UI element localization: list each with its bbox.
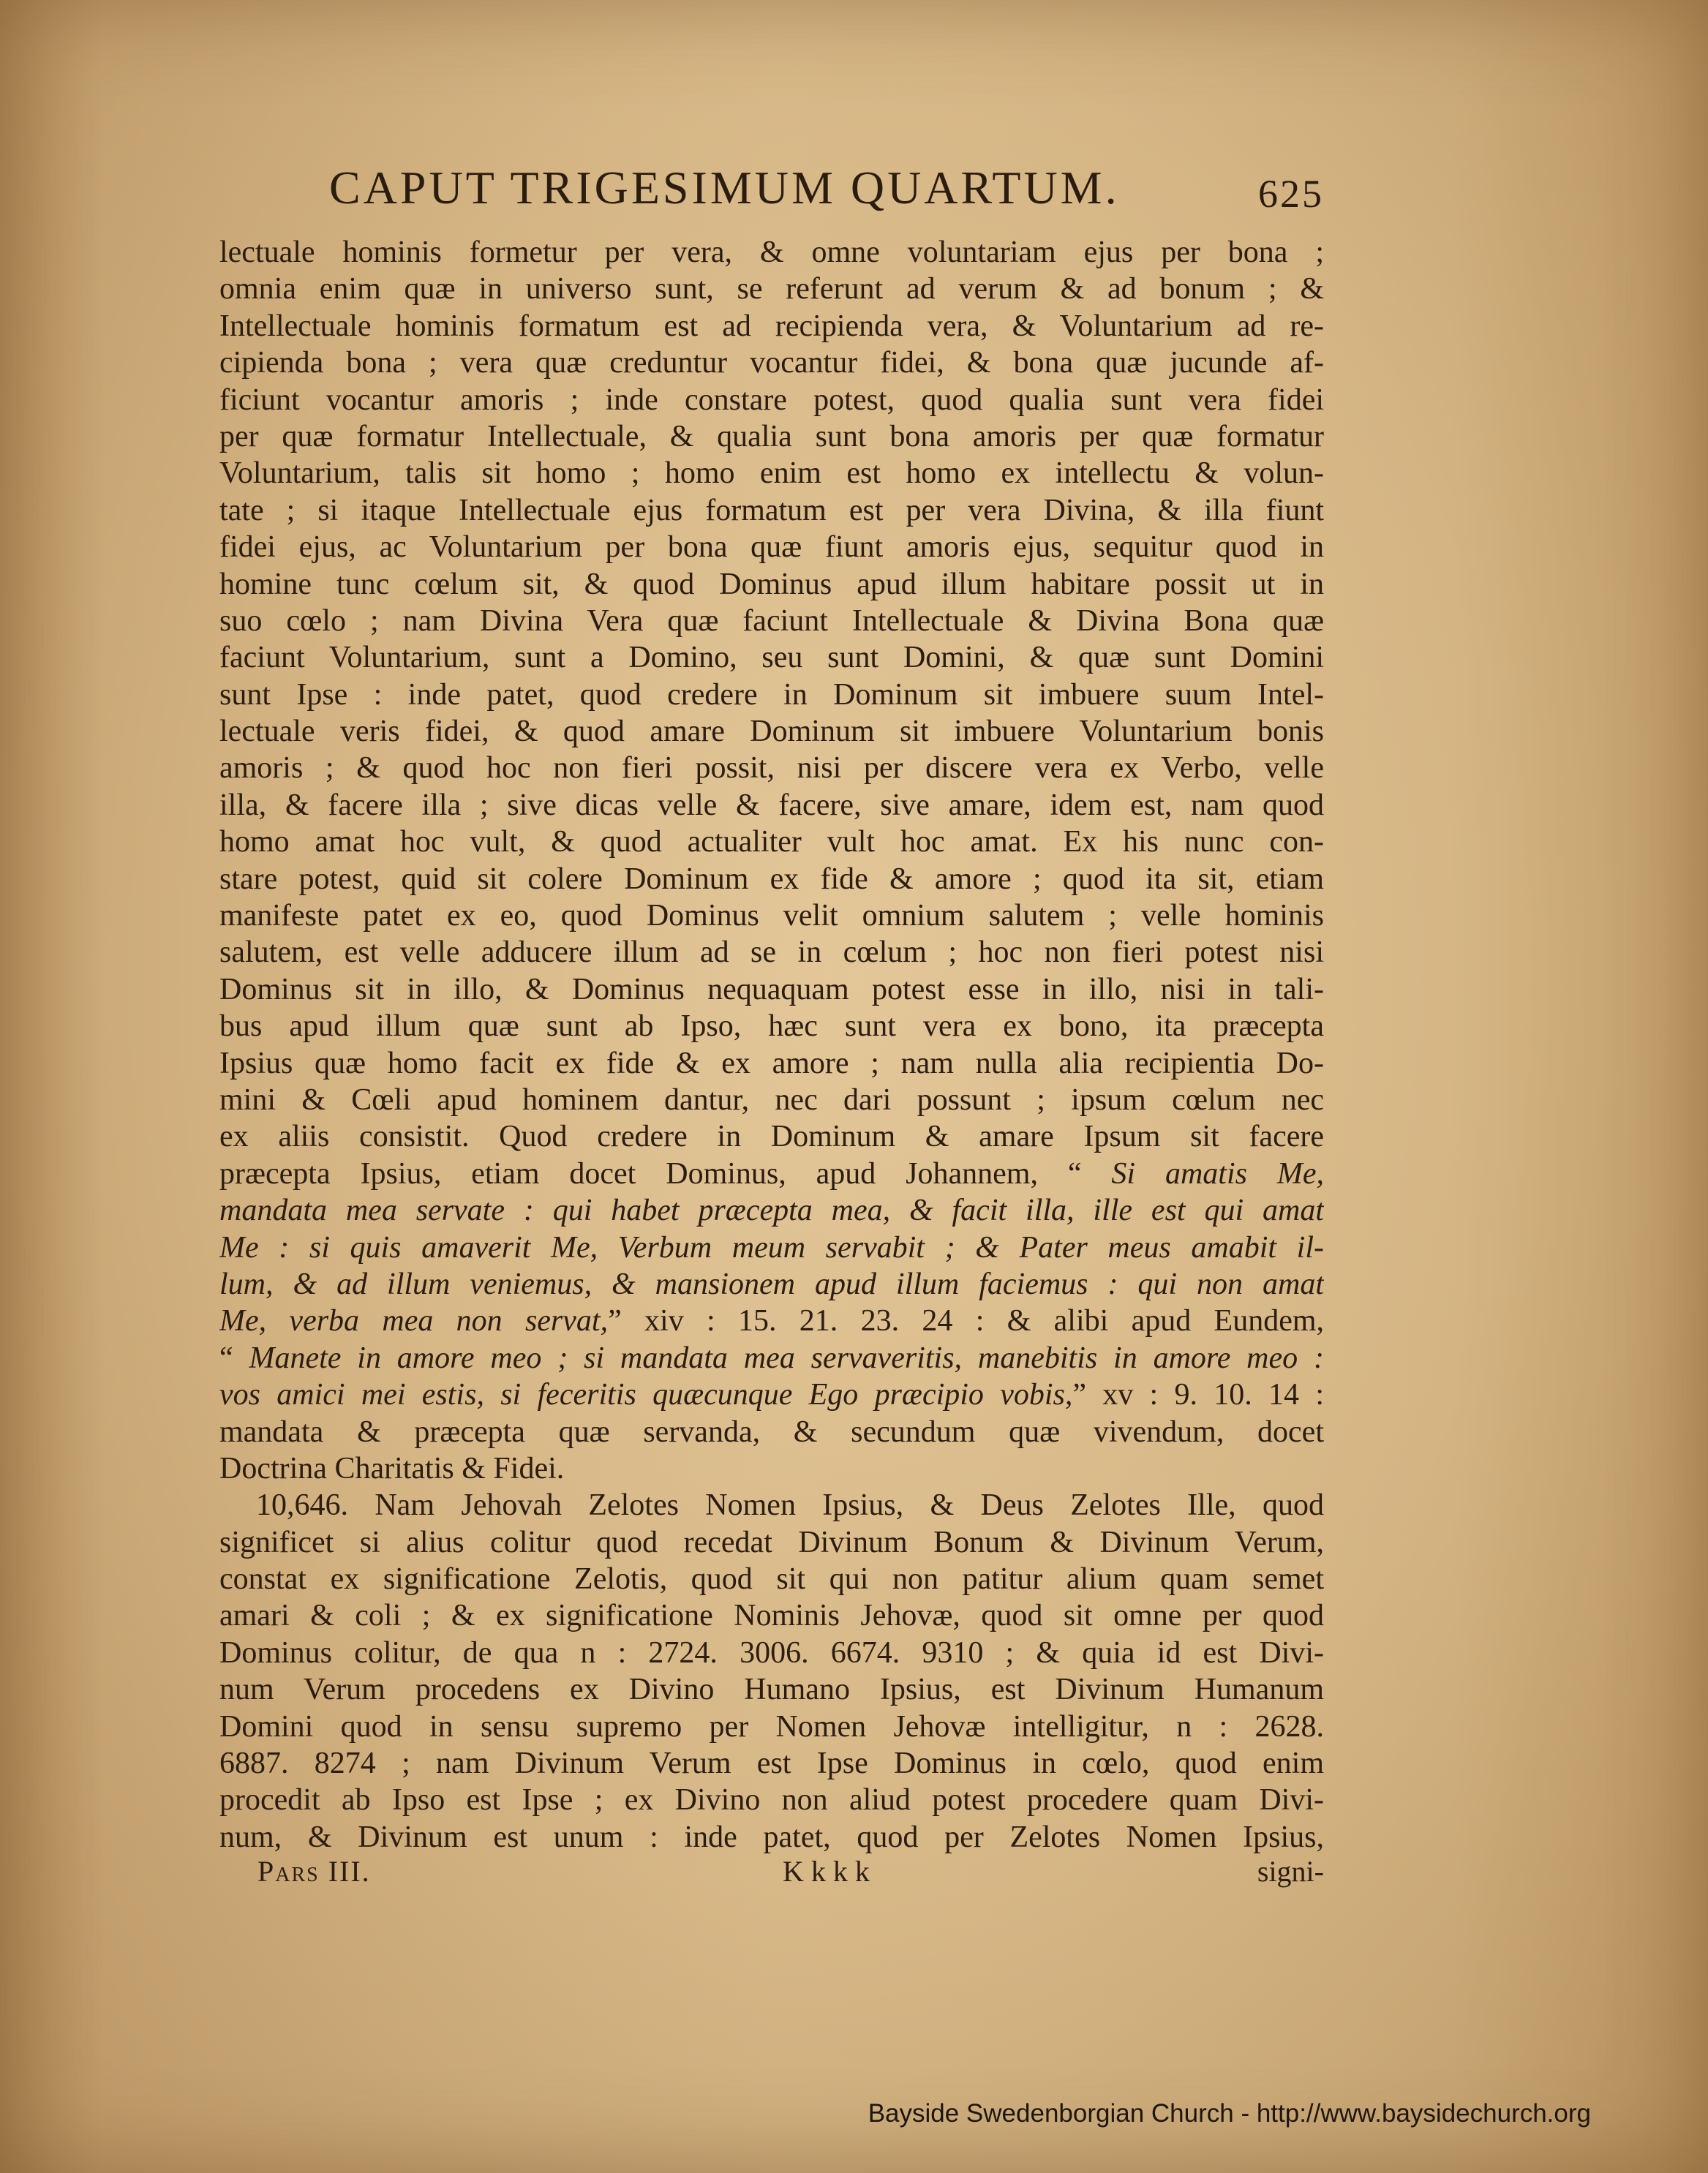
line-text: Ipsius quæ homo facit ex fide & ex amore ; nam nulla alia recipientia Do- <box>219 1046 1324 1080</box>
text-line <box>219 382 1324 418</box>
line-text: mandata & præcepta quæ servanda, & secundum quæ vivendum, docet <box>219 1415 1324 1449</box>
text-line <box>219 1377 1324 1413</box>
line-italic-text: Manete in amore meo ; si mandata mea servaveritis, manebitis in amore meo : <box>249 1341 1324 1375</box>
text-line <box>219 1303 1324 1339</box>
line-text: 10,646. Nam Jehovah Zelotes Nomen Ipsius, & Deus Zelotes Ille, quod <box>256 1488 1324 1523</box>
text-line <box>219 639 1324 676</box>
line-text: amari & coli ; & ex significatione Nominis Jehovæ, quod sit omne per quod <box>219 1599 1324 1633</box>
text-line <box>219 1745 1324 1782</box>
line-text: procedit ab Ipso est Ipse ; ex Divino non aliud potest procedere quam Divi- <box>219 1783 1324 1818</box>
text-line <box>219 1709 1324 1745</box>
line-text: Dominus colitur, de qua n : 2724. 3006. 6674. 9310 ; & quia id est Divi- <box>219 1635 1324 1670</box>
text-line <box>219 787 1324 824</box>
text-line <box>219 492 1324 529</box>
text-line <box>219 1671 1324 1708</box>
source-watermark: Bayside Swedenborgian Church - http://www.baysidechurch.org <box>868 2099 1591 2128</box>
body-text <box>219 234 1324 1856</box>
line-text: num Verum procedens ex Divino Humano Ipsius, est Divinum Humanum <box>219 1673 1324 1707</box>
line-text: salutem, est velle adducere illum ad se in cœlum ; hoc non fieri potest nisi <box>219 935 1324 970</box>
text-line <box>219 566 1324 603</box>
line-text: stare potest, quid sit colere Dominum ex fide & amore ; quod ita sit, etiam <box>219 862 1324 896</box>
text-line <box>219 1819 1324 1856</box>
line-text: suo cœlo ; nam Divina Vera quæ faciunt Intellectuale & Divina Bona quæ <box>219 603 1324 638</box>
line-text: faciunt Voluntarium, sunt a Domino, seu sunt Domini, & quæ sunt Domini <box>219 641 1324 675</box>
line-text: tate ; si itaque Intellectuale ejus formatum est per vera Divina, & illa fiunt <box>219 493 1324 527</box>
line-text-after: ” xv : 9. 10. 14 : <box>1072 1378 1324 1412</box>
text-line <box>219 897 1324 934</box>
printer-signature: Kkkk <box>783 1855 877 1888</box>
text-line <box>219 1266 1324 1303</box>
line-text: lectuale veris fidei, & quod amare Dominum sit imbuere Voluntarium bonis <box>219 715 1324 749</box>
line-text: Domini quod in sensu supremo per Nomen Jehovæ intelligitur, n : 2628. <box>219 1709 1324 1744</box>
text-line <box>219 418 1324 455</box>
text-line <box>219 344 1324 381</box>
line-italic-text: lum, & ad illum veniemus, & mansionem apud illum faciemus : qui non amat <box>219 1267 1324 1301</box>
text-line <box>219 1561 1324 1597</box>
line-text: constat ex significatione Zelotis, quod sit qui non patitur alium quam semet <box>219 1562 1324 1597</box>
text-line <box>219 1156 1324 1192</box>
text-line <box>219 1118 1324 1155</box>
line-text: significet si alius colitur quod recedat Divinum Bonum & Divinum Verum, <box>219 1525 1324 1559</box>
text-line <box>219 677 1324 713</box>
text-line <box>219 1782 1324 1818</box>
line-italic-text: vos amici mei estis, si feceritis quæcunque Ego præcipio vobis, <box>219 1378 1073 1412</box>
text-line <box>219 1635 1324 1671</box>
volume-part: Pars III. <box>257 1855 371 1888</box>
line-italic-text: Me : si quis amaverit Me, Verbum meum servabit ; & Pater meus amabit il- <box>219 1230 1324 1265</box>
line-italic-text: Si amatis Me, <box>1111 1156 1324 1191</box>
line-text: 6887. 8274 ; nam Divinum Verum est Ipse Dominus in cœlo, quod enim <box>219 1747 1324 1781</box>
text-line <box>219 1192 1324 1229</box>
catchword: signi- <box>1257 1855 1324 1888</box>
text-line <box>219 934 1324 971</box>
line-text: ficiunt vocantur amoris ; inde constare potest, quod qualia sunt vera fidei <box>219 383 1324 417</box>
line-text: homine tunc cœlum sit, & quod Dominus apud illum habitare possit ut in <box>219 567 1324 601</box>
line-text-after: ” xiv : 15. 21. 23. 24 : & alibi apud Eundem, <box>608 1304 1324 1338</box>
line-text: omnia enim quæ in universo sunt, se referunt ad verum & ad bonum ; & <box>219 272 1324 306</box>
line-text: per quæ formatur Intellectuale, & qualia sunt bona amoris per quæ formatur <box>219 419 1324 453</box>
chapter-title: CAPUT TRIGESIMUM QUARTUM. <box>329 162 1120 214</box>
text-line <box>219 971 1324 1008</box>
text-line <box>219 603 1324 639</box>
text-line <box>219 271 1324 307</box>
text-line <box>219 1082 1324 1118</box>
page-footer <box>219 1854 1324 1898</box>
text-line <box>219 1524 1324 1561</box>
text-line <box>219 1414 1324 1450</box>
text-line <box>219 861 1324 897</box>
line-text: illa, & facere illa ; sive dicas velle & facere, sive amare, idem est, nam quod <box>219 788 1324 822</box>
line-italic-text: Me, verba mea non servat, <box>219 1304 609 1338</box>
text-line <box>219 529 1324 565</box>
line-text: Intellectuale hominis formatum est ad recipienda vera, & Voluntarium ad re- <box>219 309 1324 343</box>
text-line <box>219 1008 1324 1044</box>
line-text: homo amat hoc vult, & quod actualiter vult hoc amat. Ex his nunc con- <box>219 825 1324 859</box>
running-head <box>307 152 1346 225</box>
text-line <box>219 1487 1324 1524</box>
line-text: cipienda bona ; vera quæ creduntur vocantur fidei, & bona quæ jucunde af- <box>219 346 1324 380</box>
text-line <box>219 234 1324 271</box>
text-line <box>219 455 1324 492</box>
line-text: mini & Cœli apud hominem dantur, nec dari possunt ; ipsum cœlum nec <box>219 1082 1324 1117</box>
line-text: “ <box>219 1341 249 1375</box>
line-text: sunt Ipse : inde patet, quod credere in Dominum sit imbuere suum Intel- <box>219 677 1324 712</box>
text-line <box>219 1229 1324 1266</box>
line-text: præcepta Ipsius, etiam docet Dominus, apud Johannem, “ <box>219 1156 1112 1191</box>
line-text: manifeste patet ex eo, quod Dominus velit omnium salutem ; velle hominis <box>219 899 1324 933</box>
line-text: num, & Divinum est unum : inde patet, quod per Zelotes Nomen Ipsius, <box>219 1820 1324 1854</box>
text-line <box>219 1340 1324 1377</box>
text-line <box>219 308 1324 344</box>
line-text: bus apud illum quæ sunt ab Ipso, hæc sunt vera ex bono, ita præcepta <box>219 1009 1324 1044</box>
text-line <box>219 824 1324 860</box>
line-italic-text: mandata mea servate : qui habet præcepta mea, & facit illa, ille est qui amat <box>219 1194 1324 1228</box>
text-line <box>219 750 1324 786</box>
line-text: Dominus sit in illo, & Dominus nequaquam potest esse in illo, nisi in tali- <box>219 972 1324 1006</box>
line-text: amoris ; & quod hoc non fieri possit, nisi per discere vera ex Verbo, velle <box>219 751 1324 786</box>
text-line <box>219 713 1324 750</box>
text-line <box>219 1450 1324 1487</box>
page-number: 625 <box>1258 172 1324 216</box>
text-line <box>219 1045 1324 1082</box>
line-text: lectuale hominis formetur per vera, & omne voluntariam ejus per bona ; <box>219 236 1324 269</box>
line-text: Voluntarium, talis sit homo ; homo enim est homo ex intellectu & volun- <box>219 456 1324 491</box>
line-text: fidei ejus, ac Voluntarium per bona quæ fiunt amoris ejus, sequitur quod in <box>219 530 1324 565</box>
line-text: Doctrina Charitatis & Fidei. <box>219 1451 565 1485</box>
line-text: ex aliis consistit. Quod credere in Dominum & amare Ipsum sit facere <box>219 1120 1324 1154</box>
text-line <box>219 1597 1324 1634</box>
